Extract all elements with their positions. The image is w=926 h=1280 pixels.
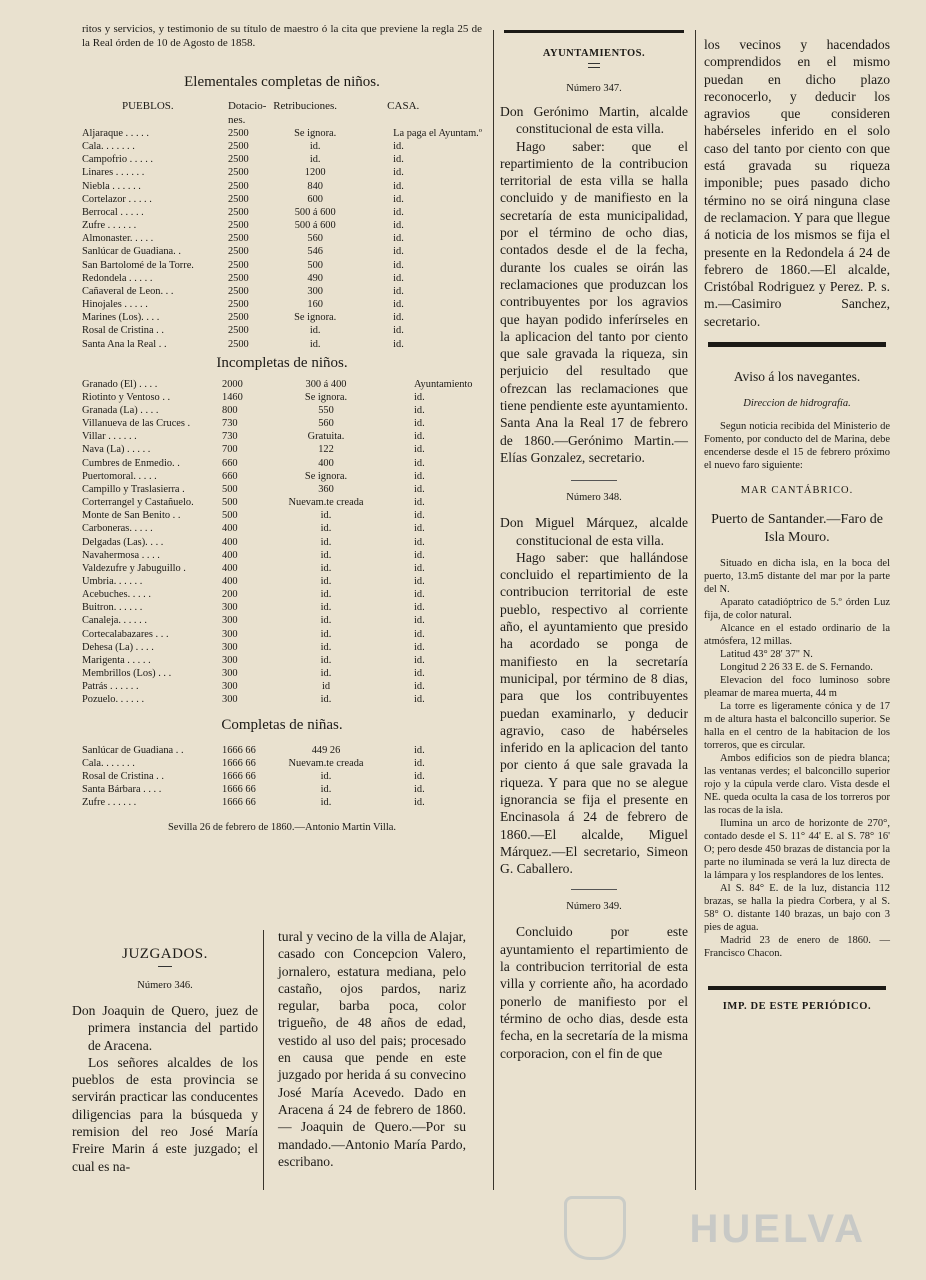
heavy-rule	[708, 986, 886, 990]
endowment-cell: 400	[222, 562, 238, 574]
header-cell: CASA.	[387, 100, 420, 112]
town-cell: Villar . . . . . .	[82, 431, 137, 443]
town-cell: Villanueva de las Cruces .	[82, 418, 191, 430]
town-cell: Membrillos (Los) . . .	[82, 668, 172, 680]
house-cell: id.	[414, 757, 425, 769]
endowment-cell: 2500	[227, 338, 249, 350]
table-row	[82, 245, 482, 258]
house-cell: id.	[393, 220, 404, 232]
town-cell: Pozuelo. . . . . .	[82, 694, 145, 706]
retribution-cell: id.	[320, 694, 332, 706]
retribution-cell: id.	[320, 589, 332, 601]
table-row	[82, 311, 482, 324]
town-cell: Aljaraque . . . . .	[82, 128, 149, 139]
town-cell: Zufre . . . . . .	[82, 220, 137, 232]
schools-table	[82, 744, 482, 810]
retribution-cell: 300	[307, 285, 323, 297]
town-cell: Nava (La) . . . . .	[82, 444, 151, 456]
retribution-cell: 490	[307, 272, 323, 284]
retribution-cell: 449 26	[311, 744, 341, 756]
town-cell: Canaleja. . . . . .	[82, 615, 147, 627]
endowment-cell: 2500	[227, 154, 249, 166]
house-cell: id.	[393, 338, 404, 350]
notice-paragraph: tural y vecino de la villa de Alajar, casado con Concepcion Valero, jornalero, estatura mediana, pelo castaño, ojos pardos, nariz regular, barba poca, color trigueño, de 48 años de edad, vestido al uso del pais; procesado en causa que pende en este juzgado por herida á su convecino José María Acevedo. Dado en Aracena á 24 de febrero de 1860. — Joaquin de Quero.—Por su mandado.—Antonio María Pardo, escribano.	[278, 929, 466, 1169]
town-cell: Rosal de Cristina . .	[82, 770, 164, 782]
endowment-cell: 300	[222, 628, 238, 640]
endowment-cell: 200	[222, 589, 238, 601]
town-cell: Berrocal . . . . .	[82, 206, 144, 218]
endowment-cell: 400	[222, 549, 238, 561]
notice-paragraph: Longitud 2 26 33 E. de S. Fernando.	[720, 662, 873, 674]
house-cell: id.	[393, 272, 404, 284]
house-cell: id.	[414, 497, 425, 509]
table-row	[82, 483, 482, 496]
endowment-cell: 2500	[227, 299, 249, 311]
section-title: Incompletas de niños.	[216, 354, 348, 371]
endowment-cell: 1666 66	[222, 784, 256, 796]
house-cell: id.	[393, 285, 404, 297]
table-row	[82, 562, 482, 575]
house-cell: id.	[414, 457, 425, 469]
house-cell: id.	[393, 259, 404, 271]
town-cell: Almonaster. . . . .	[82, 233, 154, 245]
header-cell: PUEBLOS.	[122, 100, 174, 112]
table-row	[82, 796, 482, 809]
notice-paragraph: Madrid 23 de enero de 1860. — Francisco Chacon.	[704, 935, 890, 960]
table-column	[82, 22, 482, 834]
house-cell: id.	[393, 154, 404, 166]
retribution-cell: Nuevam.te creada	[288, 757, 364, 769]
notice-number: Número 349.	[566, 901, 622, 913]
house-cell: id.	[393, 141, 404, 153]
table-row	[82, 509, 482, 522]
region-heading: MAR CANTÁBRICO.	[740, 485, 854, 497]
town-cell: Cortecalabazares . . .	[82, 628, 169, 640]
endowment-cell: 400	[222, 523, 238, 535]
retribution-cell: id.	[309, 154, 321, 166]
table-row	[82, 654, 482, 667]
house-cell: Ayuntamiento	[414, 378, 473, 390]
table-row	[82, 166, 482, 179]
ayuntamientos-column	[500, 30, 688, 1062]
house-cell: id.	[393, 246, 404, 258]
notice-paragraph: Segun noticia recibida del Ministerio de Fomento, por conducto del de Marina, debe encenderse desde el 15 de febrero próximo el nuevo faro siguiente:	[704, 421, 890, 472]
endowment-cell: 2500	[227, 167, 249, 179]
endowment-cell: 2500	[227, 246, 249, 258]
town-cell: Valdezufre y Jabuguillo .	[82, 562, 186, 574]
table-row	[82, 522, 482, 535]
endowment-cell: 1460	[222, 391, 243, 403]
section-subheading: Direccion de hidrografía.	[743, 398, 851, 410]
notice-paragraph: Los señores alcaldes de los pueblos de esta provincia se servirán practicar las conducentes diligencias para la búsqueda y remision del reo José María Freire Marin á este juzgado; el cual es na-	[72, 1054, 258, 1174]
table-row	[82, 140, 482, 153]
retribution-cell: id.	[309, 338, 321, 350]
notice-paragraph: Latitud 43° 28' 37" N.	[720, 649, 813, 661]
house-cell: id.	[393, 299, 404, 311]
notice-paragraph: Hago saber: que el repartimiento de la contribucion territorial de esta villa se halla concluido y de manifiesto en la secretaría de esta municipalidad, por el término de ocho dias, contados desde el de la fecha, durante los cuales se oirán las reclamaciones que produzcan los contribuyentes por los agravios que hayan podido inferírseles en la aplicacion del tanto por ciento que sale gravada la riqueza, sin perjuicio del resultado que ofrezcan las reclamaciones que tiene pendiente este ayuntamiento. Santa Ana la Real 17 de febrero de 1860.—Gerónimo Martin.—Elías Gonzalez, secretario.	[500, 138, 688, 465]
table-row	[82, 680, 482, 693]
house-cell: id.	[414, 549, 425, 561]
table-row	[82, 338, 482, 351]
table-row	[82, 641, 482, 654]
town-cell: Redondela . . . . .	[82, 272, 153, 284]
town-cell: Campillo y Traslasierra .	[82, 483, 185, 495]
town-cell: Linares . . . . . .	[82, 167, 145, 179]
retribution-cell: id.	[320, 536, 332, 548]
retribution-cell: id.	[320, 615, 332, 627]
header-cell: Retribuciones.	[273, 100, 338, 112]
town-cell: Dehesa (La) . . . .	[82, 641, 154, 653]
town-cell: Carboneras. . . . .	[82, 523, 153, 535]
house-cell: id.	[414, 628, 425, 640]
retribution-cell: id.	[320, 668, 332, 680]
retribution-cell: Nuevam.te creada	[288, 497, 364, 509]
town-cell: Sanlúcar de Guadiana . .	[82, 744, 184, 756]
table-row	[82, 757, 482, 770]
endowment-cell: 1666 66	[222, 797, 256, 809]
endowment-cell: 400	[222, 536, 238, 548]
table-row	[82, 153, 482, 166]
house-cell: id.	[414, 589, 425, 601]
endowment-cell: 2500	[227, 141, 249, 153]
retribution-cell: 300 á 400	[305, 378, 347, 390]
heading-dash	[588, 63, 600, 68]
heading-dash	[158, 966, 172, 967]
house-cell: id.	[414, 681, 425, 693]
town-cell: Cañaveral de Leon. . .	[82, 285, 174, 297]
town-cell: Buitron. . . . . .	[82, 602, 143, 614]
table-row	[82, 391, 482, 404]
town-cell: Umbria. . . . . .	[82, 576, 143, 587]
section-title: Completas de niñas.	[221, 716, 343, 733]
table-row	[82, 404, 482, 417]
house-cell: id.	[414, 404, 425, 416]
column-rule	[695, 30, 696, 1190]
town-cell: Acebuches. . . . .	[82, 589, 151, 601]
section-heading: AYUNTAMIENTOS.	[542, 48, 646, 59]
endowment-cell: 730	[222, 418, 238, 430]
endowment-cell: 2500	[227, 220, 249, 232]
table-row	[82, 770, 482, 783]
retribution-cell: id.	[320, 576, 332, 587]
table-row	[82, 127, 482, 140]
separator	[571, 889, 617, 890]
section-heading: Aviso á los navegantes.	[733, 369, 861, 385]
table-row	[82, 180, 482, 193]
endowment-cell: 2500	[227, 128, 249, 139]
notice-number: Número 348.	[566, 492, 622, 504]
table-row	[82, 536, 482, 549]
house-cell: La paga el Ayuntam.º	[393, 128, 482, 139]
table-row	[82, 232, 482, 245]
retribution-cell: 122	[318, 444, 334, 456]
town-cell: Marines (Los). . . .	[82, 312, 160, 324]
retribution-cell: Se ignora.	[294, 312, 337, 324]
table-row	[82, 417, 482, 430]
notice-paragraph: Don Gerónimo Martin, alcalde constitucional de esta villa.	[500, 104, 688, 137]
heavy-rule	[708, 342, 886, 347]
endowment-cell: 2000	[222, 378, 243, 390]
retribution-cell: id.	[320, 562, 332, 574]
house-cell: id.	[393, 325, 404, 337]
retribution-cell: 360	[318, 483, 334, 495]
table-row	[82, 549, 482, 562]
town-cell: Hinojales . . . . .	[82, 299, 148, 311]
house-cell: id.	[414, 391, 425, 403]
town-cell: Navahermosa . . . .	[82, 549, 160, 561]
column-rule	[263, 930, 264, 1190]
schools-table	[82, 378, 482, 707]
notice-number: Número 347.	[566, 83, 622, 94]
table-row	[82, 667, 482, 680]
house-cell: id.	[414, 483, 425, 495]
house-cell: id.	[414, 797, 425, 809]
retribution-cell: 560	[318, 418, 334, 430]
retribution-cell: 400	[318, 457, 334, 469]
endowment-cell: 400	[222, 576, 238, 587]
house-cell: id.	[393, 206, 404, 218]
endowment-cell: 2500	[227, 285, 249, 297]
endowment-cell: 2500	[227, 259, 249, 271]
endowment-cell: 300	[222, 694, 238, 706]
town-cell: Santa Bárbara . . . .	[82, 784, 162, 796]
table-row	[82, 783, 482, 796]
table-row	[82, 272, 482, 285]
house-cell: id.	[393, 180, 404, 192]
notice-paragraph: Hago saber: que hallándose concluido el repartimiento de la contribucion territorial de este pueblo, respectivo al corriente año, el ayuntamiento que presido ha acordado se ponga de manifiesto en la secretaría municipal, por término de 8 dias, para que los contribuyentes puedan examinarlo, y deducir agravio, caso de habérseles inferido en la aplicacion del tanto por ciento á que sale gravada la riqueza. Y para que no se alegue ignorancia se fija el presente en Encinasola á 24 de febrero de 1860.—El alcalde, Miguel Márquez.—El secretario, Simeon G. Caballero.	[500, 549, 688, 877]
table-row	[82, 693, 482, 706]
retribution-cell: 500 á 600	[294, 206, 336, 218]
house-cell: id.	[414, 418, 425, 430]
section-heading: JUZGADOS.	[122, 946, 208, 962]
table-signature: Sevilla 26 de febrero de 1860.—Antonio Martin Villa.	[167, 822, 397, 834]
retribution-cell: id.	[320, 523, 332, 535]
endowment-cell: 700	[222, 444, 238, 456]
table-row	[82, 259, 482, 272]
endowment-cell: 300	[222, 654, 238, 666]
retribution-cell: id.	[309, 141, 321, 153]
house-cell: id.	[393, 233, 404, 245]
table-row	[82, 219, 482, 232]
retribution-cell: id.	[320, 549, 332, 561]
endowment-cell: 2500	[227, 325, 249, 337]
house-cell: id.	[414, 444, 425, 456]
house-cell: id.	[393, 193, 404, 205]
retribution-cell: 840	[307, 180, 323, 192]
table-row	[82, 298, 482, 311]
town-cell: Niebla . . . . . .	[82, 180, 141, 192]
retribution-cell: id.	[320, 654, 332, 666]
table-row	[82, 628, 482, 641]
town-cell: Sanlúcar de Guadiana. .	[82, 246, 181, 258]
house-cell: id.	[414, 654, 425, 666]
endowment-cell: 660	[222, 470, 238, 482]
endowment-cell: 300	[222, 668, 238, 680]
retribution-cell: id.	[320, 628, 332, 640]
notice-paragraph: La torre es ligeramente cónica y de 17 m de altura hasta el balconcillo superior. Se halla en el centro de la habitacion de los torreros, que es circular.	[704, 701, 890, 752]
retribution-cell: id.	[309, 325, 321, 337]
town-cell: Campofrio . . . . .	[82, 154, 153, 166]
watermark: HUELVA	[689, 1207, 866, 1251]
notice-paragraph: Situado en dicha isla, en la boca del puerto, 13.m5 distante del mar por la parte del N.	[704, 558, 890, 596]
imprint: IMP. DE ESTE PERIÓDICO.	[722, 1001, 872, 1013]
town-cell: Corterrangel y Castañuelo.	[82, 497, 194, 509]
house-cell: id.	[414, 615, 425, 627]
house-cell: id.	[414, 431, 425, 443]
retribution-cell: Se ignora.	[294, 128, 337, 139]
lighthouse-title: Puerto de Santander.—Faro de Isla Mouro.	[711, 512, 883, 546]
notice-paragraph: Don Miguel Márquez, alcalde constitucional de esta villa.	[500, 515, 688, 548]
town-cell: Puertomoral. . . . .	[82, 470, 157, 482]
town-cell: Cala. . . . . . .	[82, 141, 135, 153]
town-cell: Santa Ana la Real . .	[82, 338, 167, 350]
endowment-cell: 2500	[227, 206, 249, 218]
table-header	[82, 99, 482, 127]
endowment-cell: 800	[222, 404, 238, 416]
retribution-cell: id.	[320, 797, 332, 809]
retribution-cell: 560	[307, 233, 323, 245]
notice-paragraph: Aparato catadióptrico de 5.º órden Luz fija, de color natural.	[704, 597, 890, 622]
table-row	[82, 457, 482, 470]
endowment-cell: 300	[222, 615, 238, 627]
house-cell: id.	[414, 784, 425, 796]
endowment-cell: 2500	[227, 272, 249, 284]
table-row	[82, 601, 482, 614]
table-row	[82, 443, 482, 456]
town-cell: Marigenta . . . . .	[82, 654, 151, 666]
retribution-cell: id.	[320, 510, 332, 522]
table-row	[82, 378, 482, 391]
town-cell: Patrás . . . . . .	[82, 681, 139, 693]
table-row	[82, 588, 482, 601]
endowment-cell: 2500	[227, 193, 249, 205]
endowment-cell: 730	[222, 431, 238, 443]
retribution-cell: id	[321, 681, 331, 693]
retribution-cell: id.	[320, 602, 332, 614]
notice-paragraph: Elevacion del foco luminoso sobre pleamar de marea muerta, 44 m	[704, 675, 890, 700]
column-rule	[493, 30, 494, 1190]
town-cell: Granado (El) . . . .	[82, 378, 158, 390]
retribution-cell: 500 á 600	[294, 220, 336, 232]
heavy-rule	[504, 30, 684, 33]
table-row	[82, 470, 482, 483]
endowment-cell: 2500	[227, 180, 249, 192]
town-cell: Zufre . . . . . .	[82, 797, 137, 809]
table-row	[82, 430, 482, 443]
watermark-seal-icon	[564, 1196, 626, 1260]
notice-paragraph: Al S. 84° E. de la luz, distancia 112 brazas, se halla la piedra Corbera, y al S. 58° O. distante 140 brazas, un bajo con 3 pies de agua.	[704, 883, 890, 934]
house-cell: id.	[414, 602, 425, 614]
endowment-cell: 2500	[227, 312, 249, 324]
retribution-cell: id.	[320, 641, 332, 653]
endowment-cell: 2500	[227, 233, 249, 245]
house-cell: id.	[414, 641, 425, 653]
retribution-cell: 546	[307, 246, 323, 258]
house-cell: id.	[414, 510, 425, 522]
notice-paragraph: los vecinos y hacendados comprendidos en el mismo puedan en dicho plazo reconocerlo, y deducir los agravios que consideren habérseles inferido en el solo caso del tanto por ciento con que está gravada su riqueza imponible; pues pasado dicho término no se oirá ninguna clase de reclamacion. Y para que llegue á noticia de los mismos se fija el presente en la Redondela á 24 de febrero de 1860.—El alcalde, Cristóbal Rodriguez y Perez. P. s. m.—Casimiro Sanchez, secretario.	[704, 37, 890, 329]
retribution-cell: Se ignora.	[304, 391, 348, 403]
table-row	[82, 744, 482, 757]
endowment-cell: 500	[222, 497, 238, 509]
retribution-cell: 600	[307, 193, 323, 205]
town-cell: Delgadas (Las). . . .	[82, 536, 164, 548]
schools-table	[82, 99, 482, 351]
endowment-cell: 300	[222, 602, 238, 614]
town-cell: Granada (La) . . . .	[82, 404, 159, 416]
aviso-column	[704, 36, 890, 1013]
town-cell: Riotinto y Ventoso . .	[82, 391, 171, 403]
retribution-cell: id.	[320, 784, 332, 796]
house-cell: id.	[414, 536, 425, 548]
retribution-cell: 1200	[304, 167, 326, 179]
notice-paragraph: Don Joaquin de Quero, juez de primera instancia del partido de Aracena.	[72, 1003, 258, 1053]
town-cell: Cortelazor . . . . .	[82, 193, 152, 205]
table-row	[82, 496, 482, 509]
town-cell: Cala. . . . . . .	[82, 757, 135, 769]
house-cell: id.	[414, 523, 425, 535]
table-row	[82, 614, 482, 627]
house-cell: id.	[393, 167, 404, 179]
notice-paragraph: Ambos edificios son de piedra blanca; las ventanas verdes; el balconcillo superior rojo y la cúpula verde claro. Vista desde el NE. queda oculta la casa de los torreros por las rocas de la isla.	[704, 753, 890, 817]
house-cell: id.	[414, 576, 425, 587]
table-row	[82, 206, 482, 219]
retribution-cell: id.	[320, 770, 332, 782]
section-title: Elementales completas de niños.	[184, 74, 380, 90]
town-cell: Cumbres de Enmedio. .	[82, 457, 180, 469]
retribution-cell: 550	[318, 404, 334, 416]
house-cell: id.	[414, 744, 425, 756]
endowment-cell: 300	[222, 681, 238, 693]
table-row	[82, 324, 482, 337]
juzgados-column	[72, 946, 258, 1175]
table-row	[82, 285, 482, 298]
endowment-cell: 1666 66	[222, 744, 256, 756]
notice-paragraph: Alcance en el estado ordinario de la atmósfera, 12 millas.	[704, 623, 890, 648]
retribution-cell: 500	[307, 259, 323, 271]
house-cell: id.	[414, 770, 425, 782]
house-cell: id.	[393, 312, 404, 324]
notice-paragraph: Concluido por este ayuntamiento el repartimiento de la contribucion territorial de esta villa y corriente año, ha acordado ponerlo de manifiesto por el término de ocho dias, desde esta fecha, en la secretaría de la misma corporacion, con el fin de que	[500, 924, 688, 1061]
header-cell: Dotacio-nes.	[227, 100, 267, 126]
house-cell: id.	[414, 694, 425, 706]
juzgados-column-2	[278, 928, 466, 1170]
table-row	[82, 575, 482, 588]
endowment-cell: 500	[222, 483, 238, 495]
town-cell: Monte de San Benito . .	[82, 510, 181, 522]
retribution-cell: 160	[307, 299, 323, 311]
town-cell: San Bartolomé de la Torre.	[82, 259, 194, 271]
house-cell: id.	[414, 668, 425, 680]
endowment-cell: 1666 66	[222, 757, 256, 769]
separator	[571, 480, 617, 481]
notice-paragraph: Ilumina un arco de horizonte de 270°, contado desde el S. 11° 44' E. al S. 78° 16' O; pero desde 450 brazas de distancia por la parte no iluminada se verá la luz directa de la lámpara y los resplandores de los lentes.	[704, 818, 890, 882]
table-row	[82, 193, 482, 206]
house-cell: id.	[414, 470, 425, 482]
endowment-cell: 300	[222, 641, 238, 653]
endowment-cell: 1666 66	[222, 770, 256, 782]
retribution-cell: Se ignora.	[304, 470, 348, 482]
notice-number: Número 346.	[137, 980, 193, 991]
top-paragraph: ritos y servicios, y testimonio de su título de maestro ó la cita que previene la regla 25 de la Real órden de 10 de Agosto de 1858.	[82, 23, 482, 49]
retribution-cell: Gratuita.	[307, 431, 345, 443]
house-cell: id.	[414, 562, 425, 574]
town-cell: Rosal de Cristina . .	[82, 325, 164, 337]
endowment-cell: 500	[222, 510, 238, 522]
endowment-cell: 660	[222, 457, 238, 469]
